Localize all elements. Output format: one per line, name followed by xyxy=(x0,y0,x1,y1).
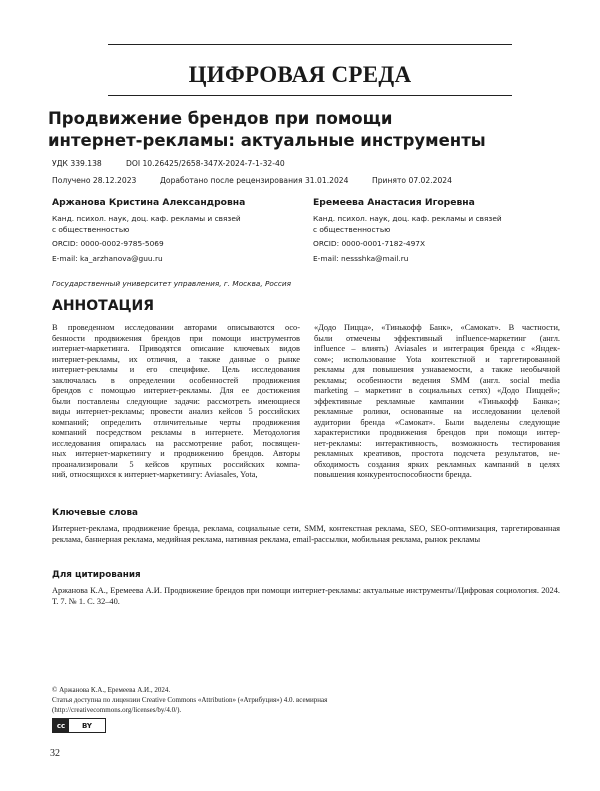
copyright: © Аржанова К.А., Еремеева А.И., 2024. xyxy=(52,686,171,694)
keywords-text: Интернет-реклама, продвижение бренда, реклама, социальные сети, SMM, контекстная реклама, SEO, SEO-оптимизация, таргетированная реклама, баннерная реклама, медийная реклама, нативная реклама, email-рассылки, мобильная реклама, рынок рекламы xyxy=(52,524,560,544)
annotation-line: компаний; определить отличительные черты продвижения xyxy=(52,417,300,427)
annotation-line: influence – влиять) Aviasales и интеграция бренда с «Яндек- xyxy=(314,344,560,353)
annotation-line: были поставлены следующие задачи: рассмотреть имеющиеся xyxy=(52,396,300,406)
annotation-column-right xyxy=(314,323,560,481)
annotation-line: компаний посредством рекламы в интернете. Методология xyxy=(52,428,300,437)
annotation-line: были отмечены эффективный influence-маркетинг (англ. xyxy=(314,333,560,343)
annotation-heading: АННОТАЦИЯ xyxy=(52,298,155,314)
annotation-line: заключалась в определении особенностей продвижения xyxy=(52,375,300,385)
citation-heading: Для цитирования xyxy=(52,570,141,580)
udc-code: УДК 339.138 xyxy=(52,159,102,168)
annotation-line: эффективные рекламные кампании «Тинькофф Банка»; xyxy=(314,396,560,406)
journal-rule xyxy=(108,95,512,96)
author-orcid: ORCID: 0000-0001-7182-497X xyxy=(313,239,426,248)
annotation-line: брендов с помощью интернет-рекламы. Для ее достижения xyxy=(52,386,300,395)
annotation-line: рекламы; особенности ведения SMM (англ. social media xyxy=(314,375,560,385)
author-email[interactable]: E-mail: ka_arzhanova@guu.ru xyxy=(52,254,163,263)
author-block-1 xyxy=(52,197,245,264)
annotation-line: рекламных креативов, простота подсчета результатов, не- xyxy=(314,449,560,458)
author-degree: Канд. психол. наук, доц. каф. рекламы и связей xyxy=(52,214,241,223)
author-email[interactable]: E-mail: nessshka@mail.ru xyxy=(313,254,409,263)
annotation-line: исследования опиралась на рассмотрение работ, посвящен- xyxy=(52,438,300,448)
author-degree-cont: с общественностью xyxy=(313,225,391,234)
annotation-line: рекламные ролики, основанные на исследовании целевой xyxy=(314,407,560,416)
annotation-line: ний, относящихся к интернет-маркетингу: Aviasales, Yota, xyxy=(52,470,258,479)
annotation-line: виды интернет-рекламы; провести анализ кейсов 5 российских xyxy=(52,407,300,416)
annotation-line: повышения конкурентоспособности бренда. xyxy=(314,470,472,479)
received-date: Получено 28.12.2023 xyxy=(52,176,137,185)
annotation-line: интернет-рекламы, их отличия, а также данные о рынке xyxy=(52,354,300,364)
author-degree-cont: с общественностью xyxy=(52,225,130,234)
revised-date: Доработано после рецензирования 31.01.2024 xyxy=(160,176,349,185)
cc-by-license-icon[interactable] xyxy=(52,718,106,733)
affiliation: Государственный университет управления, г. Москва, Россия xyxy=(52,279,292,288)
article-title-line-2: интернет-рекламы: актуальные инструменты xyxy=(48,131,486,150)
annotation-line: интернет-рекламы и его специфике. Цель исследования xyxy=(52,365,300,374)
annotation-line: marketing – маркетинг в социальных сетях) «Додо Пиццей»; xyxy=(314,386,560,395)
author-degree: Канд. психол. наук, доц. каф. рекламы и связей xyxy=(313,214,502,223)
article-title-line-1: Продвижение брендов при помощи xyxy=(48,109,393,128)
cc-icon: cc xyxy=(53,719,69,732)
annotation-line: «Додо Пицца», «Тинькофф Банк», «Самокат». В частности, xyxy=(314,323,560,332)
by-icon: BY xyxy=(81,721,93,730)
license-text: Статья доступна по лицензии Creative Commons «Attribution» («Атрибуция») 4.0. всемирная xyxy=(52,696,328,704)
author-block-2 xyxy=(313,197,502,264)
annotation-line: нет-рекламы: интерактивность, возможность тестирования xyxy=(314,438,560,448)
annotation-line: проанализировали 5 кейсов крупных российских компа- xyxy=(52,459,300,469)
citation-text: Аржанова К.А., Еремеева А.И. Продвижение брендов при помощи интернет-рекламы: актуальные инструменты//Цифровая социология. 2024. Т. 7. № 1. С. 32–40. xyxy=(52,586,560,606)
keywords-heading: Ключевые слова xyxy=(52,508,138,518)
license-url[interactable]: (http://creativecommons.org/licenses/by/4.0/). xyxy=(52,706,182,714)
article-title xyxy=(48,108,568,152)
accepted-date: Принято 07.02.2024 xyxy=(372,176,452,185)
author-name: Еремеева Анастасия Игоревна xyxy=(313,197,475,208)
top-rule xyxy=(108,44,512,45)
journal-title: ЦИФРОВАЯ СРЕДА xyxy=(188,62,412,87)
author-name: Аржанова Кристина Александровна xyxy=(52,197,246,208)
doi: DOI 10.26425/2658-347X-2024-7-1-32-40 xyxy=(126,159,285,168)
annotation-line: характеристики продвижения брендов при помощи интер- xyxy=(314,428,560,437)
annotation-line: В проведенном исследовании авторами описываются осо- xyxy=(52,323,300,332)
author-orcid: ORCID: 0000-0002-9785-5069 xyxy=(52,239,164,248)
annotation-column-left xyxy=(52,323,300,481)
annotation-line: аудитории бренда «Самокат». Были выделены следующие xyxy=(314,417,560,427)
annotation-line: обходимость создания ярких рекламных кампаний в целях xyxy=(314,459,560,469)
annotation-line: рекламы для повышения узнаваемости, а также необычной xyxy=(314,365,560,374)
annotation-line: сом»; использование Yota контекстной и таргетированной xyxy=(314,354,560,364)
annotation-line: интернет-маркетинга. Приводятся описание ключевых видов xyxy=(52,344,300,353)
page-number: 32 xyxy=(50,748,60,759)
annotation-line: бенности продвижения брендов при помощи инструментов xyxy=(52,333,300,343)
annotation-line: ных интернет-маркетингу и продвижению брендов. Авторы xyxy=(52,449,300,458)
